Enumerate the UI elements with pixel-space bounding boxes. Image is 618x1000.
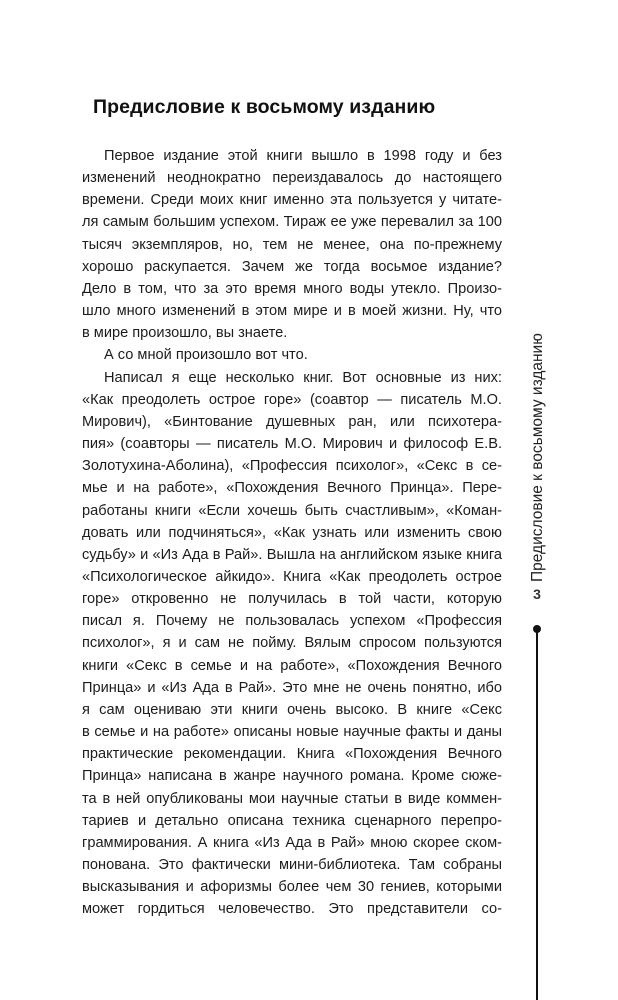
text-line: Написал я еще несколько книг. Вот основные из них: [104,369,502,386]
text-line: в семье и на работе» описаны новые научные факты и даны [82,724,502,741]
text-line: та в ней опубликованы мои научные статьи в виде коммен- [82,790,502,807]
running-head [525,300,551,582]
text-line: «Как преодолеть острое горе» (соавтор — писатель М.О. [82,391,502,408]
text-line: книги «Секс в семье и на работе», «Похождения Вечного [82,657,502,674]
text-line: практические рекомендации. Книга «Похождения Вечного [82,746,502,763]
text-line: в мире произошло, вы знаете. [82,325,288,342]
page-number: 3 [533,586,541,602]
chapter-title: Предисловие к восьмому изданию [93,96,436,118]
text-line: Принца» написана в жанре научного романа. Кроме сюже- [82,768,502,785]
text-line: горе» откровенно не получилась в той части, которую [82,591,502,608]
text-line: высказывания и афоризмы более чем 30 гениев, которыми [82,879,502,896]
text-line: довать или подчиняться», «Как узнать или изменить свою [82,524,502,541]
text-line: мье и на работе», «Похождения Вечного Принца». Пере- [82,480,502,497]
text-line: тариев и детально описана техника сценарного перепро- [82,812,502,829]
text-line: я сам оцениваю эти книги очень высоко. В книге «Секс [82,701,502,718]
margin-rule-line [536,629,538,1000]
running-head-text: Предисловие к восьмому изданию [529,333,546,582]
text-line: А со мной произошло вот что. [104,347,308,364]
text-line: хорошо раскупается. Зачем же тогда восьмое издание? [82,258,502,275]
text-line: может гордиться человечество. Это представители со- [82,901,502,918]
text-line: ля самым большим успехом. Тираж ее уже перевалил за 100 [82,214,502,231]
text-line: судьбу» и «Из Ада в Рай». Вышла на английском языке книга [82,546,502,563]
text-line: писал я. Почему не пользовалась успехом «Профессия [82,613,502,630]
text-line: понована. Это фактически мини-библиотека. Там собраны [82,857,502,873]
text-line: граммирования. А книга «Из Ада в Рай» мною скорее ском- [82,834,502,851]
text-line: Мирович), «Бинтование душевных ран, или психотера- [82,413,502,430]
text-line: работаны книги «Если хочешь быть счастливым», «Коман- [82,502,502,519]
text-line: Принца» и «Из Ада в Рай». Это мне не очень понятно, ибо [82,679,502,696]
body-text [82,145,502,920]
text-line: психолог», я и сам не пойму. Вялым спросом пользуются [82,635,502,652]
text-line: тысяч экземпляров, но, тем не менее, она по-прежнему [82,236,502,253]
text-line: Дело в том, что за это время много воды утекло. Произо- [82,280,502,297]
text-line: шло много изменений в этом мире и в моей жизни. Ну, что [82,303,502,320]
text-line: Первое издание этой книги вышло в 1998 году и без [104,148,502,164]
text-line: изменений неоднократно переиздавалось до настоящего [82,170,502,187]
text-line: Золотухина-Аболина), «Профессия психолог», «Секс в се- [82,458,502,475]
text-line: времени. Среди моих книг именно эта пользуется у читате- [82,192,502,209]
text-line: «Психологическое айкидо». Книга «Как преодолеть острое [82,568,502,585]
text-line: пия» (соавторы — писатель М.О. Мирович и философ Е.В. [82,436,502,453]
